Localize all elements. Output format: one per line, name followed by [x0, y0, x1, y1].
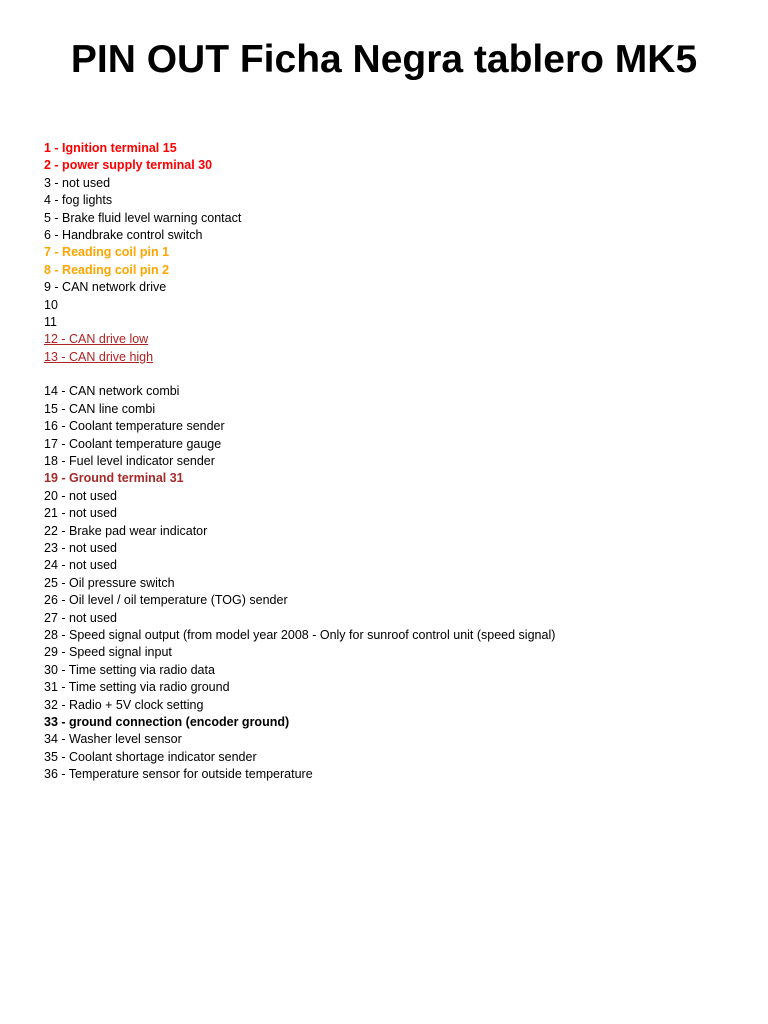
- pin-item: 26 - Oil level / oil temperature (TOG) sender: [44, 593, 288, 608]
- pin-item: 33 - ground connection (encoder ground): [44, 714, 290, 729]
- pin-item: 21 - not used: [44, 506, 117, 521]
- pin-item: 24 - not used: [44, 558, 117, 573]
- pin-item: 23 - not used: [44, 540, 117, 555]
- pin-item: 2 - power supply terminal 30: [44, 158, 213, 173]
- pin-item: 1 - Ignition terminal 15: [44, 141, 177, 155]
- pin-item: 27 - not used: [44, 610, 117, 625]
- pin-item: 19 - Ground terminal 31: [44, 471, 184, 486]
- pin-item: 18 - Fuel level indicator sender: [44, 454, 215, 469]
- pin-item: 29 - Speed signal input: [44, 645, 172, 660]
- pin-list: [44, 140, 555, 783]
- pin-item: 4 - fog lights: [44, 193, 113, 208]
- pin-item: 5 - Brake fluid level warning contact: [44, 210, 242, 225]
- pin-item: 25 - Oil pressure switch: [44, 575, 175, 590]
- pin-item: 28 - Speed signal output (from model year 2008 - Only for sunroof control unit (speed signal): [44, 627, 556, 642]
- pin-item: 20 - not used: [44, 488, 117, 503]
- pin-item: 13 - CAN drive high: [44, 349, 154, 364]
- pin-item: 30 - Time setting via radio data: [44, 662, 215, 677]
- pin-item: 15 - CAN line combi: [44, 401, 156, 416]
- pin-item: 32 - Radio + 5V clock setting: [44, 697, 204, 712]
- pin-item: 34 - Washer level sensor: [44, 732, 182, 747]
- pin-item: 16 - Coolant temperature sender: [44, 419, 225, 434]
- pin-item: 10: [44, 297, 58, 312]
- pin-item: 12 - CAN drive low: [44, 332, 149, 347]
- pin-item: 35 - Coolant shortage indicator sender: [44, 749, 257, 764]
- blank-line: [44, 366, 555, 383]
- pin-item: 7 - Reading coil pin 1: [44, 245, 170, 260]
- page-title: PIN OUT Ficha Negra tablero MK5: [70, 38, 698, 81]
- pin-item: 36 - Temperature sensor for outside temperature: [44, 767, 313, 782]
- pin-item: 3 - not used: [44, 175, 111, 190]
- pin-item: 8 - Reading coil pin 2: [44, 262, 170, 277]
- pin-item: 14 - CAN network combi: [44, 384, 180, 399]
- pin-item: 11: [44, 314, 57, 329]
- pin-item: 22 - Brake pad wear indicator: [44, 523, 208, 538]
- pin-item: 6 - Handbrake control switch: [44, 227, 203, 242]
- pin-item: 17 - Coolant temperature gauge: [44, 436, 222, 451]
- pin-item: 9 - CAN network drive: [44, 280, 167, 295]
- pin-item: 31 - Time setting via radio ground: [44, 680, 230, 695]
